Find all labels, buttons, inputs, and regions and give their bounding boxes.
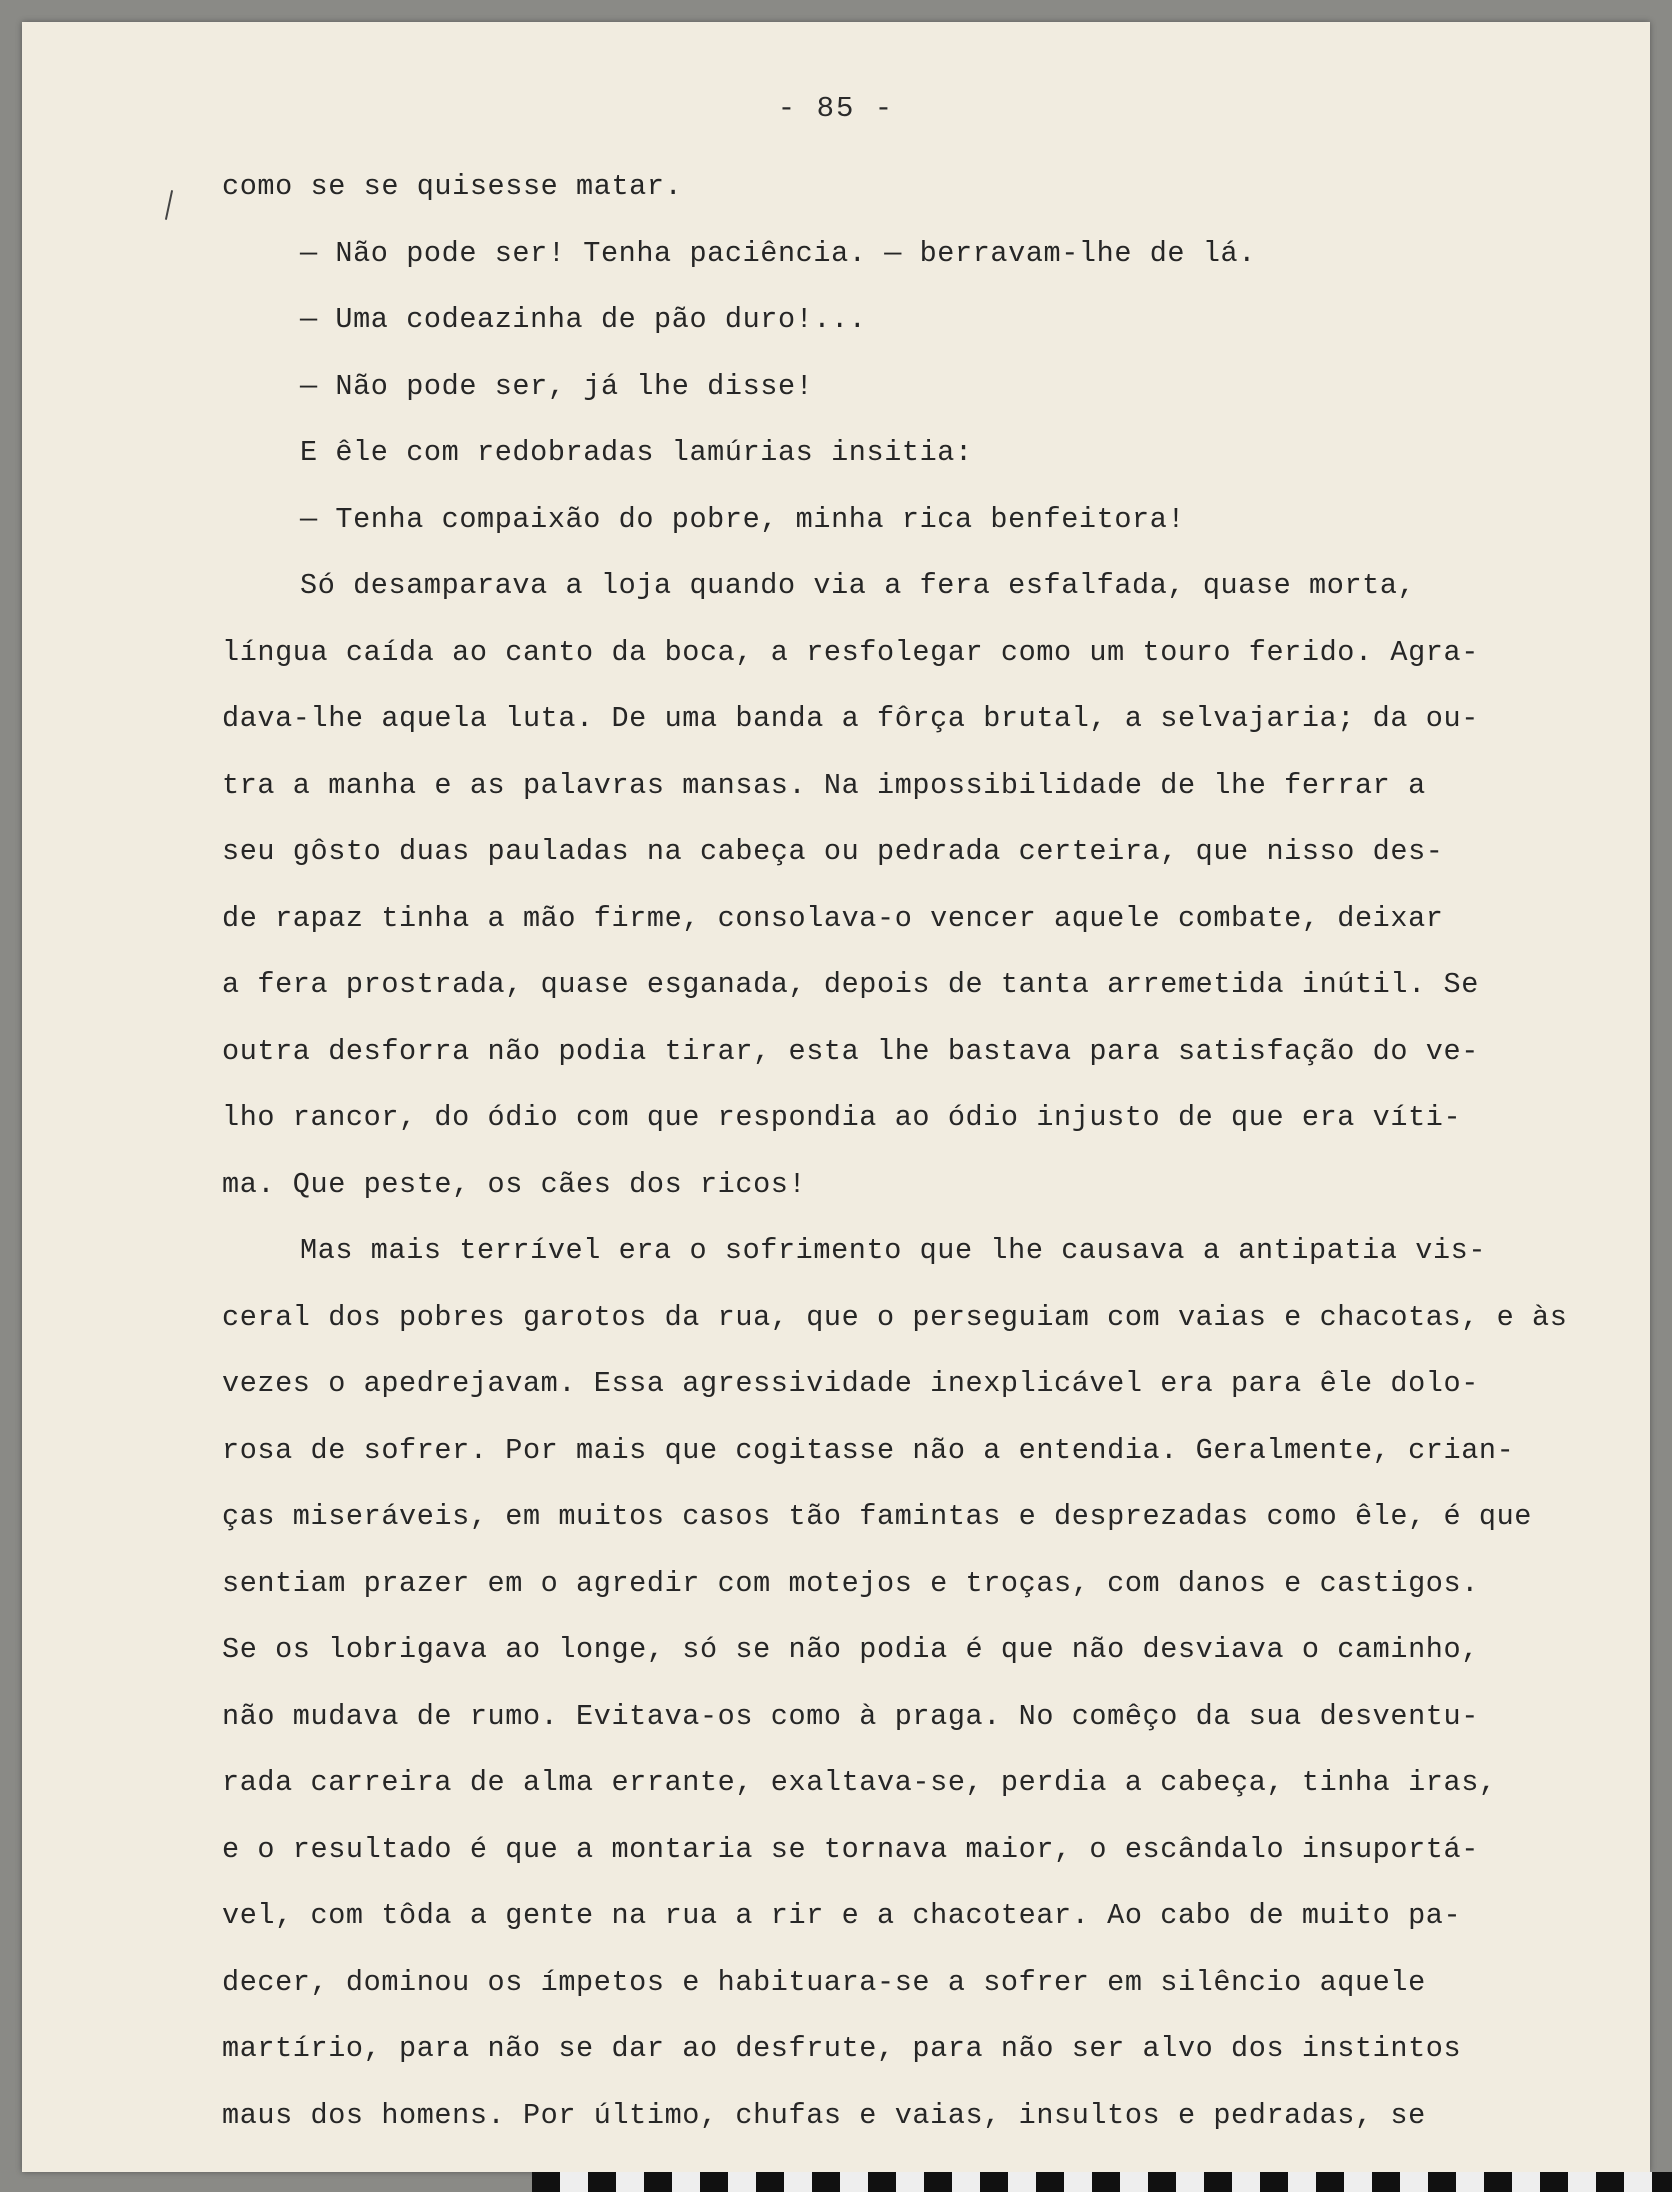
text-line: seu gôsto duas pauladas na cabeça ou pedrada certeira, que nisso des-	[222, 835, 1444, 868]
typewritten-page	[22, 22, 1650, 2172]
text-line: de rapaz tinha a mão firme, consolava-o vencer aquele combate, deixar	[222, 901, 1444, 935]
text-line: dava-lhe aquela luta. De uma banda a fôrça brutal, a selvajaria; da ou-	[222, 702, 1479, 735]
text-line: Mas mais terrível era o sofrimento que lhe causava a antipatia vis-	[300, 1234, 1487, 1267]
text-line: Se os lobrigava ao longe, só se não podia é que não desviava o caminho,	[222, 1633, 1479, 1666]
text-line: vezes o apedrejavam. Essa agressividade inexplicável era para êle dolo-	[222, 1367, 1479, 1400]
text-line: sentiam prazer em o agredir com motejos e troças, com danos e castigos.	[222, 1566, 1479, 1600]
text-line: língua caída ao canto da boca, a resfolegar como um touro ferido. Agra-	[222, 635, 1479, 669]
text-line: martírio, para não se dar ao desfrute, para não ser alvo dos instintos	[222, 2032, 1462, 2065]
text-line: outra desforra não podia tirar, esta lhe bastava para satisfação do ve-	[222, 1034, 1479, 1068]
text-line: decer, dominou os ímpetos e habituara-se a sofrer em silêncio aquele	[222, 1965, 1426, 1999]
text-line: ma. Que peste, os cães dos ricos!	[222, 1167, 807, 1201]
text-line: maus dos homens. Por último, chufas e vaias, insultos e pedradas, se	[222, 2098, 1426, 2132]
text-line: rosa de sofrer. Por mais que cogitasse não a entendia. Geralmente, crian-	[222, 1433, 1515, 1467]
text-line: rada carreira de alma errante, exaltava-se, perdia a cabeça, tinha iras,	[222, 1766, 1497, 1799]
margin-mark	[165, 190, 173, 220]
text-line: não mudava de rumo. Evitava-os como à praga. No comêço da sua desventu-	[222, 1699, 1479, 1733]
text-line: vel, com tôda a gente na rua a rir e a chacotear. Ao cabo de muito pa-	[222, 1899, 1462, 1932]
text-line: Só desamparava a loja quando via a fera esfalfada, quase morta,	[300, 569, 1416, 602]
text-line: ças miseráveis, em muitos casos tão famintas e desprezadas como êle, é que	[222, 1500, 1533, 1533]
text-line: — Uma codeazinha de pão duro!...	[300, 303, 867, 336]
text-line: e o resultado é que a montaria se tornava maior, o escândalo insuportá-	[222, 1832, 1479, 1866]
body-text	[222, 154, 1642, 2149]
text-line: ceral dos pobres garotos da rua, que o perseguiam com vaias e chacotas, e às	[222, 1300, 1568, 1334]
text-line: — Não pode ser, já lhe disse!	[300, 369, 814, 403]
text-line: como se se quisesse matar.	[222, 170, 683, 203]
text-line: E êle com redobradas lamúrias insitia:	[300, 436, 973, 469]
scale-ruler	[532, 2172, 1672, 2192]
text-line: tra a manha e as palavras mansas. Na impossibilidade de lhe ferrar a	[222, 768, 1426, 802]
page-number: - 85 -	[777, 92, 895, 125]
text-line: — Não pode ser! Tenha paciência. — berravam-lhe de lá.	[300, 236, 1256, 270]
text-line: a fera prostrada, quase esganada, depois de tanta arremetida inútil. Se	[222, 968, 1479, 1001]
text-line: — Tenha compaixão do pobre, minha rica benfeitora!	[300, 502, 1186, 536]
text-line: lho rancor, do ódio com que respondia ao ódio injusto de que era víti-	[222, 1101, 1462, 1134]
